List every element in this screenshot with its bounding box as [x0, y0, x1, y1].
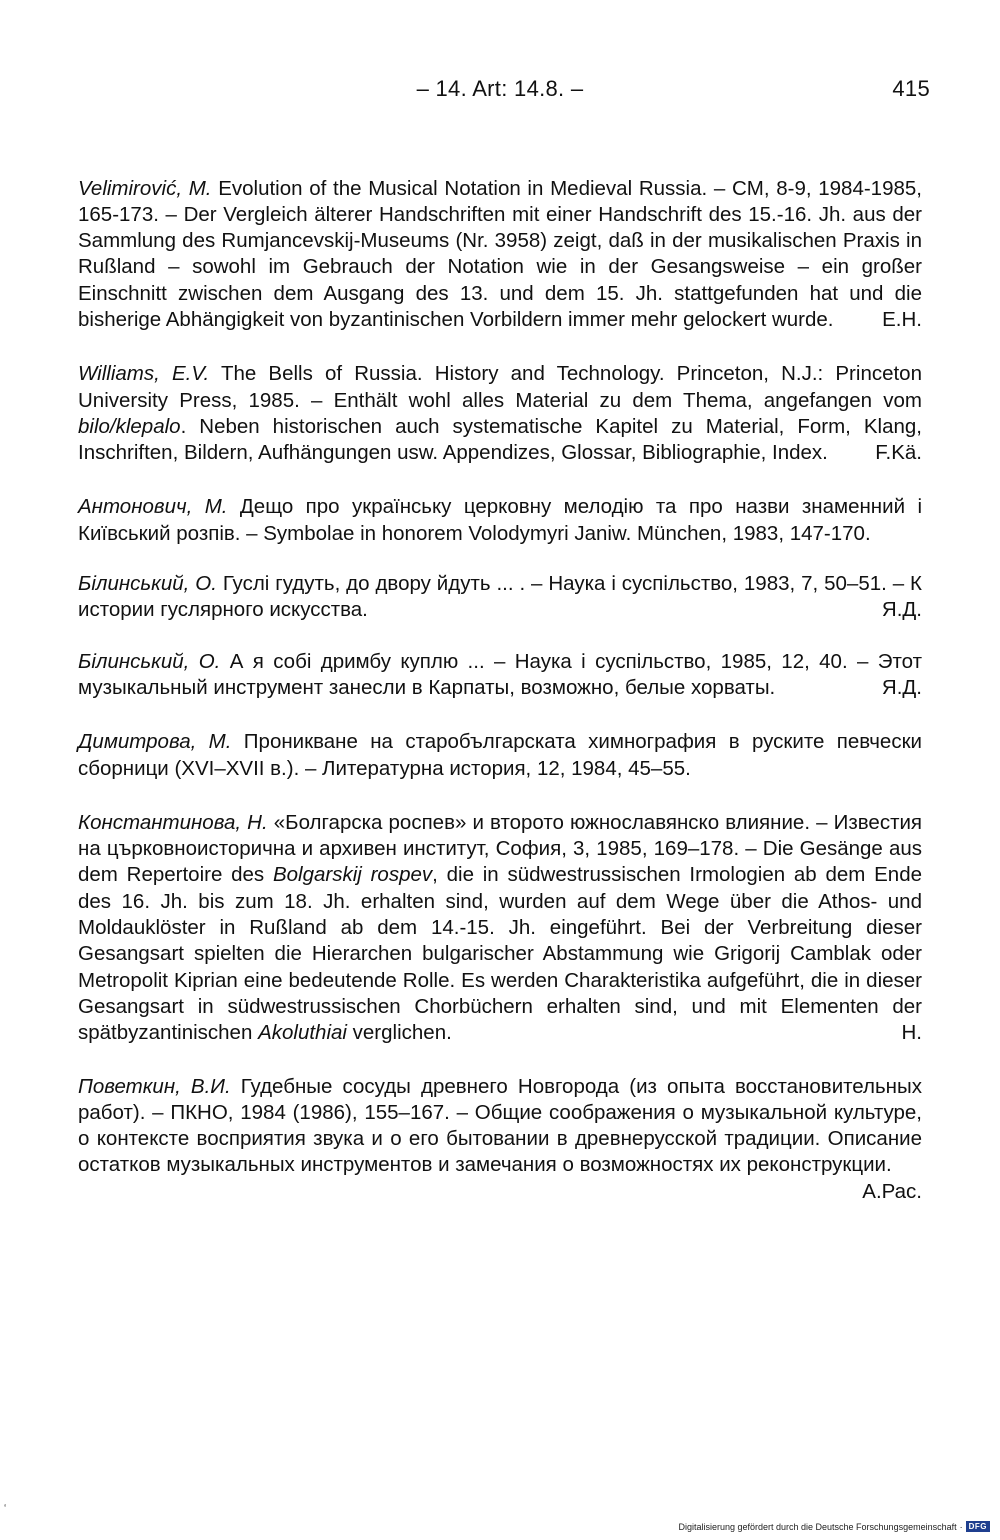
entry-text: А я собі дримбу куплю ... – Наука і суспільство, 1985, 12, 40. – Этот музыкальный инструмент занесли в Карпаты, возможно, белые хорваты. [78, 649, 922, 699]
reviewer-initials: А.Рас. [862, 1179, 922, 1203]
entry-author: Білинський, О. [78, 649, 221, 673]
bibliography-entry [78, 494, 922, 547]
bibliography-entry [78, 649, 922, 702]
footer-dot: · [959, 1521, 963, 1532]
entry-author: Білинський, О. [78, 572, 217, 596]
entry-text: Гуслі гудуть, до двору йдуть ... . – Наука і суспільство, 1983, 7, 50–51. – К истории гуслярного искусства. [78, 572, 922, 622]
entry-text: «Болгарска роспев» и второто южнославянско влияние. – Известия на църковноисторична и архивен институт, София, 3, 1985, 169–178. – Die Gesänge aus dem Repertoire des [78, 810, 923, 887]
entry-author: Velimirović, M. [78, 176, 212, 200]
scan-mark: ‘ [4, 1503, 7, 1514]
entry-text: The Bells of Russia. History and Technology. Princeton, N.J.: Princeton University Press, 1985. – Enthält wohl alles Material zu dem Thema, angefangen vom [78, 362, 922, 412]
entry-text: Проникване на старобългарската химнография в руските певчески сборници (XVI–XVII в.). – Литературна история, 12, 1984, 45–55. [78, 730, 922, 780]
bibliography-list [78, 155, 922, 1205]
bibliography-entry [78, 729, 922, 782]
page-number: 415 [892, 76, 930, 101]
footer-text: Digitalisierung gefördert durch die Deutsche Forschungsgemeinschaft [678, 1521, 957, 1532]
reviewer-initials: E.H. [882, 307, 922, 331]
entry-italic-term: Bolgarskij rospev [272, 863, 433, 887]
entry-text: , die in südwestrussischen Irmologien ab dem Ende des 16. Jh. bis zum 18. Jh. erhalten sind, wurden auf dem Wege über die Athos- und Moldauklöster in Rußland ab dem 14.-15. Jh. eingeführt. Bei der Verbreitung dieser Gesangsart spielten die Hierarchen bulgarischer Abstammung wie Grigorij Camblak oder Metropolit Kiprian eine bedeutende Rolle. Es werden Charakteristika aufgeführt, die in dieser Gesangsart in südwestrussischen Chorbüchern erhalten sind, und mit Elementen der spätbyzantinischen [78, 863, 923, 1045]
entry-author: Антонович, М. [78, 495, 228, 519]
dfg-logo-icon: DFG [966, 1521, 990, 1532]
entry-text: Evolution of the Musical Notation in Medieval Russia. – CM, 8-9, 1984-1985, 165-173. – Der Vergleich älterer Handschriften mit einer Handschrift des 15.-16. Jh. aus der Sammlung des Rumjancevskij-Museums (Nr. 3958) zeigt, daß in der musikalischen Praxis in Rußland – sowohl im Gebrauch der Notation wie in der Gesangsweise – ein großer Einschnitt zwischen dem Ausgang des 13. und dem 15. Jh. stattgefunden hat und die bisherige Abhängigkeit von byzantinischen Vorbildern immer mehr gelockert wurde. [78, 176, 922, 331]
entry-author: Williams, E.V. [78, 362, 210, 386]
reviewer-initials: Я.Д. [881, 675, 922, 699]
entry-text: . Neben historischen auch systematische Kapitel zu Material, Form, Klang, Inschriften, Bildern, Aufhängungen usw. Appendizes, Glossar, Bibliographie, Index. [78, 414, 922, 465]
entry-author: Поветкин, В.И. [78, 1074, 231, 1098]
reviewer-initials: Я.Д. [881, 598, 922, 622]
bibliography-entry [78, 1074, 922, 1203]
reviewer-initials: H. [901, 1021, 922, 1045]
bibliography-entry [78, 810, 922, 1047]
reviewer-initials: F.Kä. [875, 441, 922, 465]
section-title: – 14. Art: 14.8. – [416, 76, 584, 101]
entry-text: verglichen. [346, 1021, 452, 1045]
entry-author: Димитрова, М. [78, 730, 232, 754]
bibliography-entry [78, 176, 922, 334]
bibliography-entry [78, 361, 922, 466]
bibliography-entry [78, 571, 922, 624]
entry-author: Константинова, Н. [78, 810, 268, 834]
entry-italic-term: Akoluthiai [258, 1021, 347, 1045]
entry-italic-term: bilo/klepalo [78, 414, 181, 438]
entry-text: Гудебные сосуды древнего Новгорода (из опыта восстановительных работ). – ПКНО, 1984 (1986), 155–167. – Общие соображения о музыкальной культуре, о контексте восприятия звука и о его бытовании в древнерусской традиции. Описание остатков музыкальных инструментов и замечания о возможностях их реконструкции. [78, 1074, 922, 1177]
entry-text: Дещо про українську церковну мелодію та про назви знаменний і Київський розпів. – Symbolae in honorem Volodymyri Janiw. München, 1983, 147-170. [78, 495, 923, 545]
digitization-footer [678, 1521, 990, 1532]
